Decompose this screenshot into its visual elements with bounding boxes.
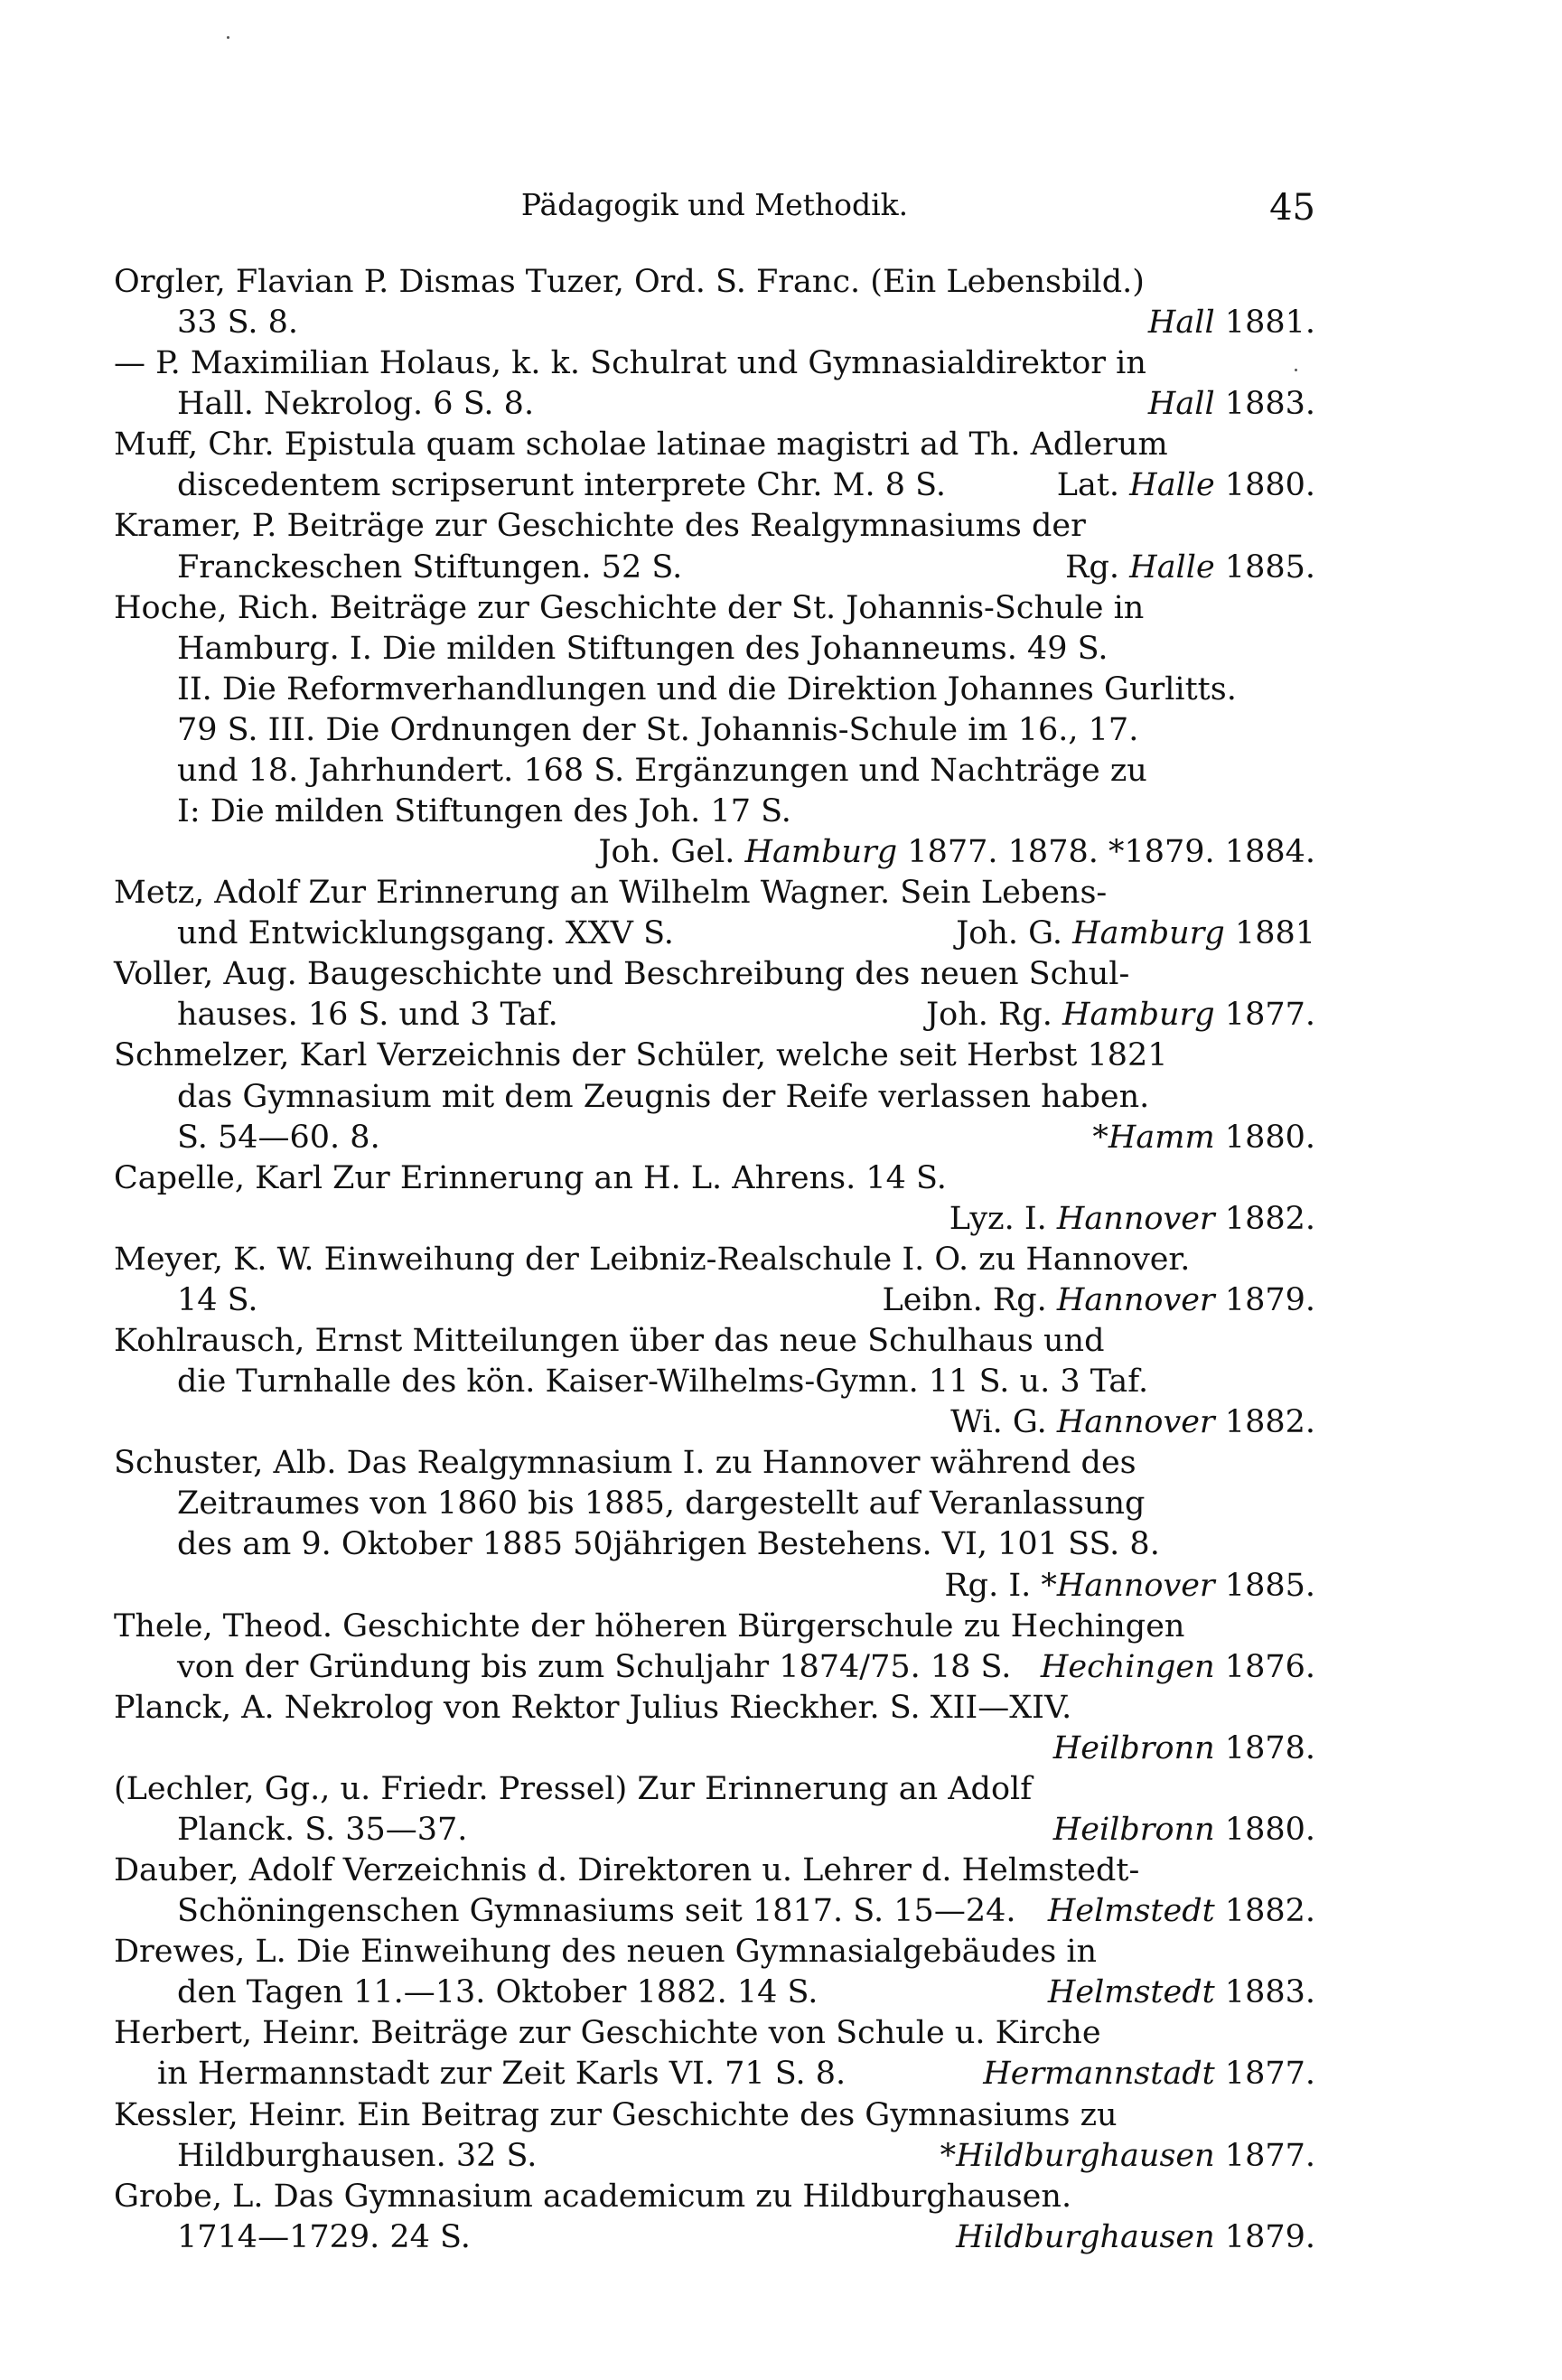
publication-year: 1880. xyxy=(1214,467,1315,504)
entry-line xyxy=(114,1972,1315,2013)
entry-line xyxy=(114,1240,1315,1280)
publication-year: 1882. xyxy=(1214,1404,1315,1441)
entry-text: 79 S. III. Die Ordnungen der St. Johannis-Schule im 16., 17. xyxy=(177,711,1139,748)
publication-year: 1877. xyxy=(1214,2056,1315,2093)
entry-text: Planck. S. 35—37. xyxy=(177,1811,468,1848)
entry-text: von der Gründung bis zum Schuljahr 1874/75. 18 S. xyxy=(177,1648,1012,1685)
entry-line xyxy=(114,506,1315,547)
publication-year: 1879. xyxy=(1214,1281,1315,1318)
entry-line xyxy=(114,1484,1315,1524)
entry-line xyxy=(114,873,1315,914)
entry-text: Metz, Adolf Zur Erinnerung an Wilhelm Wagner. Sein Lebens- xyxy=(114,875,1108,912)
entry-text: discedentem scripserunt interprete Chr. M. 8 S. xyxy=(177,467,946,504)
publication-year: 1885. xyxy=(1214,1567,1315,1604)
publication-year: 1883. xyxy=(1214,1974,1315,2011)
publication-year: 1881 xyxy=(1224,915,1315,952)
entry-text: und Entwicklungsgang. XXV S. xyxy=(177,915,674,952)
entry-imprint xyxy=(940,2136,1315,2177)
entry-line xyxy=(114,1402,1315,1443)
entry-text: Dauber, Adolf Verzeichnis d. Direktoren u. Lehrer d. Helmstedt- xyxy=(114,1852,1140,1889)
publication-year: 1877. 1878. *1879. 1884. xyxy=(897,834,1315,871)
entry-imprint xyxy=(1053,1810,1315,1851)
entry-line xyxy=(114,1566,1315,1607)
entry-text: Thele, Theod. Geschichte der höheren Bürgerschule zu Hechingen xyxy=(114,1607,1185,1644)
publication-year: 1880. xyxy=(1214,1119,1315,1156)
entry-imprint xyxy=(1041,1647,1315,1688)
entry-line xyxy=(114,1891,1315,1932)
page-header xyxy=(114,187,1315,232)
entry-text: Kohlrausch, Ernst Mitteilungen über das neue Schulhaus und xyxy=(114,1323,1105,1360)
entry-line xyxy=(114,1362,1315,1402)
entry-line xyxy=(114,1280,1315,1321)
publication-year: 1877. xyxy=(1214,2137,1315,2174)
entry-line xyxy=(114,995,1315,1035)
entry-text: Schuster, Alb. Das Realgymnasium I. zu Hannover während des xyxy=(114,1445,1136,1482)
entry-line xyxy=(114,425,1315,465)
entry-line xyxy=(114,954,1315,995)
entry-text: das Gymnasium mit dem Zeugnis der Reife verlassen haben. xyxy=(177,1078,1150,1115)
entry-imprint xyxy=(956,914,1315,954)
entry-line xyxy=(114,1199,1315,1240)
entry-text: 33 S. 8. xyxy=(177,305,299,342)
publication-year: 1876. xyxy=(1214,1648,1315,1685)
entry-line xyxy=(114,710,1315,751)
place-of-publication: Hermannstadt xyxy=(983,2056,1215,2093)
entry-line xyxy=(114,303,1315,343)
entry-text: Kramer, P. Beiträge zur Geschichte des Realgymnasiums der xyxy=(114,508,1086,545)
entry-line xyxy=(114,914,1315,954)
entry-line xyxy=(114,629,1315,670)
publication-year: 1882. xyxy=(1214,1893,1315,1930)
entry-text: Kessler, Heinr. Ein Beitrag zur Geschichte des Gymnasiums zu xyxy=(114,2096,1118,2133)
entry-line xyxy=(114,2217,1315,2258)
entry-text: Drewes, L. Die Einweihung des neuen Gymnasialgebäudes in xyxy=(114,1934,1098,1971)
entry-line xyxy=(114,2136,1315,2177)
entry-line xyxy=(114,1769,1315,1810)
entry-line xyxy=(114,1647,1315,1688)
entry-text: — P. Maximilian Holaus, k. k. Schulrat und Gymnasialdirektor in xyxy=(114,345,1146,382)
entry-imprint xyxy=(1048,1891,1315,1932)
entry-text: und 18. Jahrhundert. 168 S. Ergänzungen und Nachträge zu xyxy=(177,752,1147,789)
entry-imprint xyxy=(1092,1118,1315,1158)
entry-text: II. Die Reformverhandlungen und die Direktion Johannes Gurlitts. xyxy=(177,670,1237,707)
entry-line xyxy=(114,548,1315,588)
place-of-publication: Hamburg xyxy=(744,834,898,871)
entry-text: Hildburghausen. 32 S. xyxy=(177,2137,538,2174)
place-of-publication: *Hannover xyxy=(1041,1567,1215,1604)
entry-text: S. 54—60. 8. xyxy=(177,1119,380,1156)
entry-imprint xyxy=(983,2054,1315,2094)
place-of-publication: Hamburg xyxy=(1072,915,1225,952)
school-abbrev: Joh. G. xyxy=(956,915,1073,952)
entry-text: Schmelzer, Karl Verzeichnis der Schüler, welche seit Herbst 1821 xyxy=(114,1037,1168,1074)
place-of-publication: Heilbronn xyxy=(1052,1729,1215,1766)
entry-imprint xyxy=(926,995,1315,1035)
entry-text: Hoche, Rich. Beiträge zur Geschichte der St. Johannis-Schule in xyxy=(114,589,1145,626)
publication-year: 1885. xyxy=(1214,548,1315,586)
entry-text: 1714—1729. 24 S. xyxy=(177,2218,471,2255)
entry-text: Voller, Aug. Baugeschichte und Beschreibung des neuen Schul- xyxy=(114,956,1130,993)
entry-line xyxy=(114,1524,1315,1565)
entry-text: hauses. 16 S. und 3 Taf. xyxy=(177,997,558,1034)
entry-text: Hall. Nekrolog. 6 S. 8. xyxy=(177,386,535,423)
entry-text: Grobe, L. Das Gymnasium academicum zu Hildburghausen. xyxy=(114,2178,1072,2215)
place-of-publication: Helmstedt xyxy=(1047,1974,1215,2011)
entry-text: des am 9. Oktober 1885 50jährigen Bestehens. VI, 101 SS. 8. xyxy=(177,1526,1160,1563)
school-abbrev: Joh. Rg. xyxy=(926,997,1062,1034)
entry-line xyxy=(114,832,1315,873)
entry-line xyxy=(114,751,1315,792)
entry-imprint xyxy=(950,1402,1315,1443)
entry-line xyxy=(114,2095,1315,2136)
entry-text: Hamburg. I. Die milden Stiftungen des Johanneums. 49 S. xyxy=(177,630,1108,667)
entry-imprint xyxy=(1048,1972,1315,2013)
entry-line xyxy=(114,1118,1315,1158)
school-abbrev: Lat. xyxy=(1056,467,1130,504)
entry-line xyxy=(114,1321,1315,1362)
school-abbrev: Lyz. I. xyxy=(949,1200,1057,1237)
entry-text: Zeitraumes von 1860 bis 1885, dargestellt auf Veranlassung xyxy=(177,1485,1146,1523)
entry-line xyxy=(114,1607,1315,1647)
scan-speck xyxy=(1295,369,1297,371)
publication-year: 1882. xyxy=(1214,1200,1315,1237)
entry-line xyxy=(114,1443,1315,1484)
publication-year: 1878. xyxy=(1214,1729,1315,1766)
entry-line xyxy=(114,1035,1315,1076)
publication-year: 1880. xyxy=(1214,1811,1315,1848)
entry-line xyxy=(114,384,1315,425)
entry-text: den Tagen 11.—13. Oktober 1882. 14 S. xyxy=(177,1974,818,2011)
place-of-publication: Heilbronn xyxy=(1052,1811,1215,1848)
entry-imprint xyxy=(949,1199,1315,1240)
place-of-publication: Hall xyxy=(1147,386,1215,423)
entry-line xyxy=(114,2013,1315,2054)
entry-line xyxy=(114,1851,1315,1891)
entry-text: in Hermannstadt zur Zeit Karls VI. 71 S. 8. xyxy=(157,2056,846,2093)
entry-line xyxy=(114,2177,1315,2217)
running-title: Pädagogik und Methodik. xyxy=(520,187,909,222)
entry-imprint xyxy=(599,832,1315,873)
place-of-publication: Halle xyxy=(1129,548,1215,586)
entry-text: Muff, Chr. Epistula quam scholae latinae magistri ad Th. Adlerum xyxy=(114,426,1168,464)
entry-imprint xyxy=(883,1280,1315,1321)
entry-line xyxy=(114,465,1315,506)
school-abbrev: Wi. G. xyxy=(950,1404,1057,1441)
school-abbrev: Leibn. Rg. xyxy=(882,1281,1057,1318)
entry-line xyxy=(114,2054,1315,2094)
entry-text: Schöningenschen Gymnasiums seit 1817. S. 15—24. xyxy=(177,1893,1016,1930)
school-abbrev: Rg. xyxy=(1065,548,1130,586)
entry-line xyxy=(114,1158,1315,1199)
entry-line xyxy=(114,1810,1315,1851)
entry-imprint xyxy=(1065,548,1315,588)
entry-line xyxy=(114,262,1315,303)
entry-line xyxy=(114,1729,1315,1769)
place-of-publication: Hannover xyxy=(1056,1281,1215,1318)
place-of-publication: *Hildburghausen xyxy=(940,2137,1215,2174)
place-of-publication: Helmstedt xyxy=(1047,1893,1215,1930)
entry-text: Planck, A. Nekrolog von Rektor Julius Rieckher. S. XII—XIV. xyxy=(114,1689,1072,1726)
entry-line xyxy=(114,670,1315,710)
entry-imprint xyxy=(1148,384,1315,425)
publication-year: 1881. xyxy=(1214,305,1315,342)
publication-year: 1877. xyxy=(1214,997,1315,1034)
school-abbrev: Rg. I. xyxy=(944,1567,1042,1604)
entry-text: Franckeschen Stiftungen. 52 S. xyxy=(177,548,683,586)
entry-text: Meyer, K. W. Einweihung der Leibniz-Realschule I. O. zu Hannover. xyxy=(114,1241,1191,1278)
entry-imprint xyxy=(1057,465,1315,506)
entry-line xyxy=(114,343,1315,384)
scan-speck xyxy=(227,36,229,39)
school-abbrev: Joh. Gel. xyxy=(598,834,745,871)
place-of-publication: Halle xyxy=(1129,467,1215,504)
entry-text: die Turnhalle des kön. Kaiser-Wilhelms-Gymn. 11 S. u. 3 Taf. xyxy=(177,1363,1149,1401)
page-number: 45 xyxy=(1269,187,1315,229)
place-of-publication: Hamburg xyxy=(1062,997,1215,1034)
place-of-publication: *Hamm xyxy=(1092,1119,1215,1156)
entry-line xyxy=(114,588,1315,629)
place-of-publication: Hildburghausen xyxy=(956,2218,1215,2255)
place-of-publication: Hannover xyxy=(1056,1200,1215,1237)
bibliography-list xyxy=(114,262,1315,2258)
entry-line xyxy=(114,792,1315,832)
entry-imprint xyxy=(956,2217,1315,2258)
entry-line xyxy=(114,1077,1315,1118)
entry-text: Capelle, Karl Zur Erinnerung an H. L. Ahrens. 14 S. xyxy=(114,1159,947,1196)
place-of-publication: Hannover xyxy=(1056,1404,1215,1441)
entry-text: Herbert, Heinr. Beiträge zur Geschichte von Schule u. Kirche xyxy=(114,2015,1101,2052)
entry-text: I: Die milden Stiftungen des Joh. 17 S. xyxy=(177,793,791,830)
entry-line xyxy=(114,1932,1315,1972)
publication-year: 1883. xyxy=(1214,386,1315,423)
entry-imprint xyxy=(1053,1729,1315,1769)
entry-imprint xyxy=(1148,303,1315,343)
place-of-publication: Hall xyxy=(1147,305,1215,342)
publication-year: 1879. xyxy=(1214,2218,1315,2255)
entry-text: 14 S. xyxy=(177,1281,258,1318)
entry-imprint xyxy=(944,1566,1315,1607)
entry-line xyxy=(114,1688,1315,1729)
entry-text: (Lechler, Gg., u. Friedr. Pressel) Zur Erinnerung an Adolf xyxy=(114,1770,1033,1807)
entry-text: Orgler, Flavian P. Dismas Tuzer, Ord. S. Franc. (Ein Lebensbild.) xyxy=(114,264,1145,300)
place-of-publication: Hechingen xyxy=(1040,1648,1215,1685)
